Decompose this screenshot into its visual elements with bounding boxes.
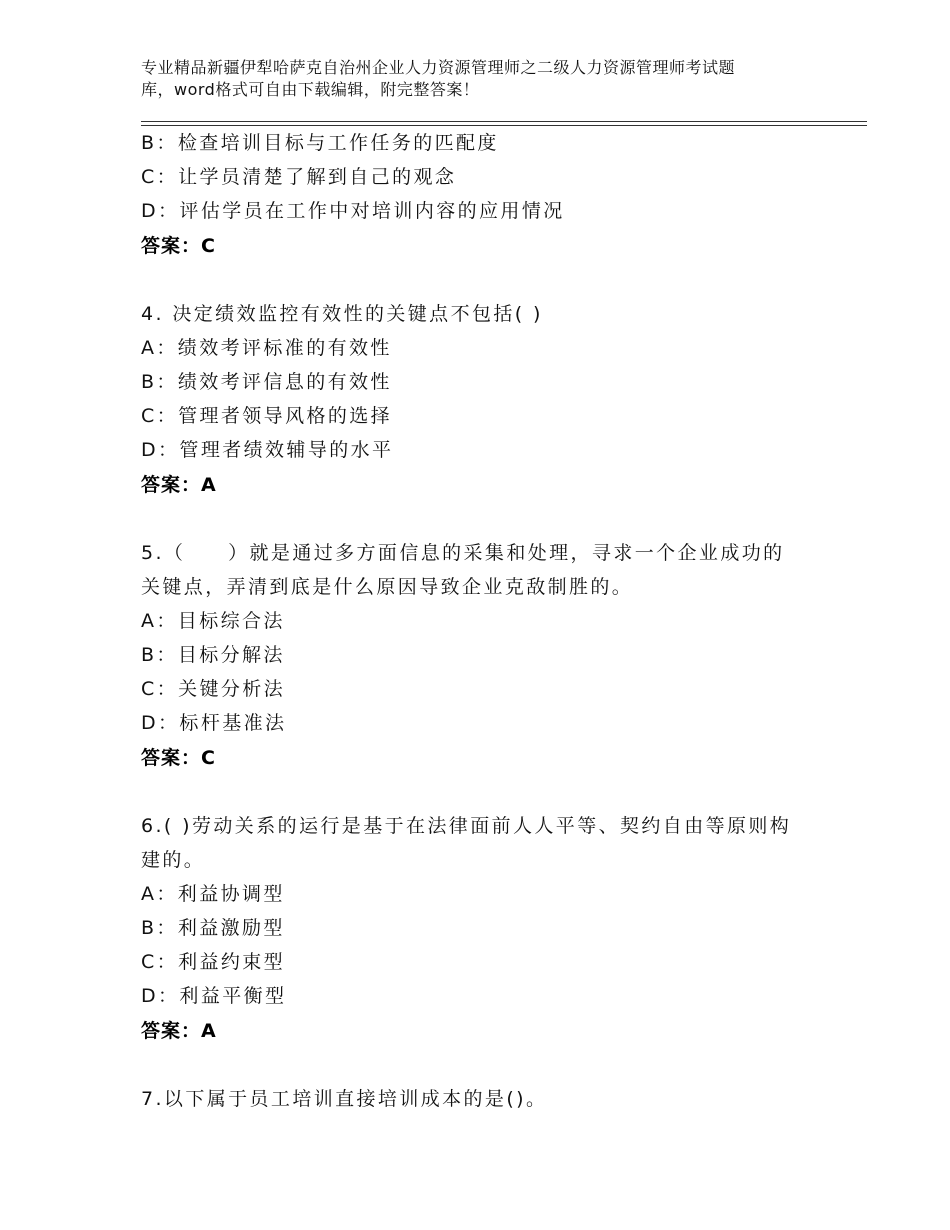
q5-stem-line-1: 5.（ ）就是通过多方面信息的采集和处理，寻求一个企业成功的 bbox=[141, 542, 785, 564]
q6-option-a: A：利益协调型 bbox=[141, 883, 285, 905]
q6-stem-line-1: 6.( )劳动关系的运行是基于在法律面前人人平等、契约自由等原则构 bbox=[141, 815, 792, 837]
q3-answer: 答案：C bbox=[141, 235, 216, 257]
q4-option-c: C：管理者领导风格的选择 bbox=[141, 405, 393, 427]
q4-option-b: B：绩效考评信息的有效性 bbox=[141, 371, 392, 393]
q6-option-c: C：利益约束型 bbox=[141, 951, 286, 973]
q5-option-b: B：目标分解法 bbox=[141, 644, 285, 666]
header-line-1: 专业精品新疆伊犁哈萨克自治州企业人力资源管理师之二级人力资源管理师考试题 bbox=[141, 58, 736, 77]
q5-option-a: A：目标综合法 bbox=[141, 610, 285, 632]
q5-answer: 答案：C bbox=[141, 747, 216, 769]
q5-option-d: D：标杆基准法 bbox=[141, 712, 287, 734]
q4-stem: 4. 决定绩效监控有效性的关键点不包括( ) bbox=[141, 303, 543, 325]
q6-option-b: B：利益激励型 bbox=[141, 917, 285, 939]
q4-option-d: D：管理者绩效辅导的水平 bbox=[141, 439, 394, 461]
q4-option-a: A：绩效考评标准的有效性 bbox=[141, 337, 392, 359]
document-header bbox=[141, 57, 841, 101]
q3-option-b: B：检查培训目标与工作任务的匹配度 bbox=[141, 132, 499, 154]
header-line-2: 库，word格式可自由下载编辑，附完整答案！ bbox=[141, 80, 480, 99]
q4-answer: 答案：A bbox=[141, 474, 217, 496]
q5-stem-line-2: 关键点，弄清到底是什么原因导致企业克敌制胜的。 bbox=[141, 576, 634, 598]
q7-stem: 7.以下属于员工培训直接培训成本的是()。 bbox=[141, 1088, 548, 1110]
q3-option-d: D：评估学员在工作中对培训内容的应用情况 bbox=[141, 200, 565, 222]
header-divider-bottom bbox=[141, 125, 867, 126]
q6-option-d: D：利益平衡型 bbox=[141, 985, 287, 1007]
header-divider-top bbox=[141, 121, 867, 122]
q3-option-c: C：让学员清楚了解到自己的观念 bbox=[141, 166, 457, 188]
q6-answer: 答案：A bbox=[141, 1020, 217, 1042]
q5-option-c: C：关键分析法 bbox=[141, 678, 286, 700]
q6-stem-line-2: 建的。 bbox=[141, 849, 206, 871]
